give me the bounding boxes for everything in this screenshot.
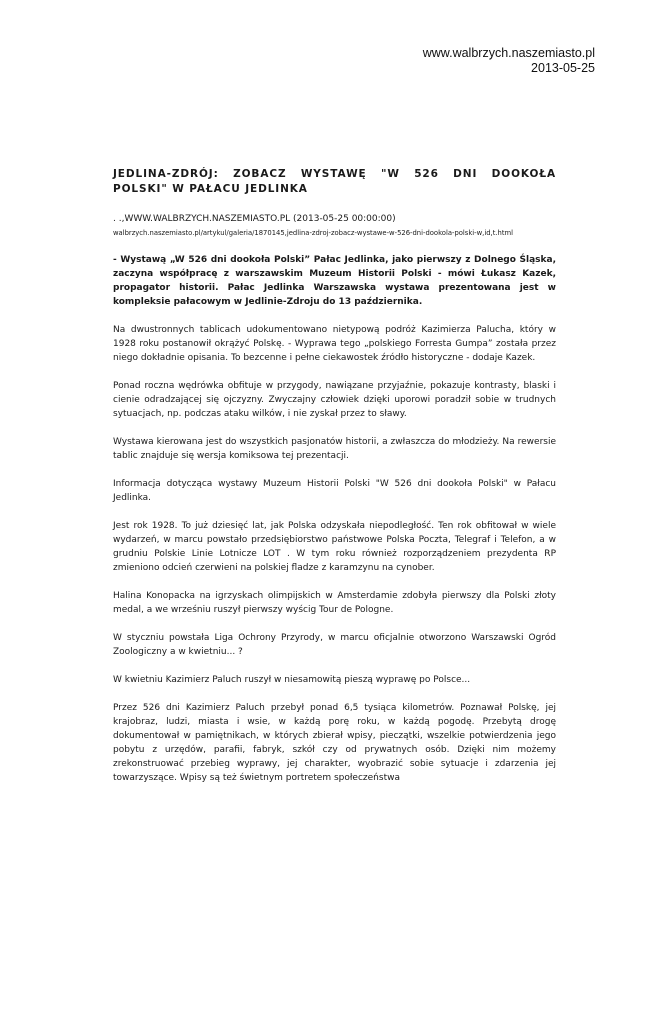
article-paragraph: Na dwustronnych tablicach udokumentowano nietypową podróż Kazimierza Palucha, który w 1928 roku postanowił okrążyć Polskę. - Wyprawa tego „polskiego Forresta Gumpa” została przez niego dokładnie opisania. To bezcenne i pełne ciekawostek źródło historyczne - dodaje Kazek. [113,325,556,363]
article-paragraph: W styczniu powstała Liga Ochrony Przyrody, w marcu oficjalnie otworzono Warszawski Ogród Zoologiczny a w kwietniu... ? [113,633,556,657]
article-paragraph: W kwietniu Kazimierz Paluch ruszył w niesamowitą pieszą wyprawę po Polsce... [113,675,471,685]
article-paragraph: Jest rok 1928. To już dziesięć lat, jak Polska odzyskała niepodległość. Ten rok obfitował w wiele wydarzeń, w marcu powstało przedsiębiorstwo państwowe Polska Poczta, Telegraf i Telefon, a w grudniu Polskie Linie Lotnicze LOT . W tym roku również rozporządzeniem prezydenta RP zmieniono odcień czerwieni na polskiej fladze z karamzynu na cynober. [113,521,556,573]
publication-date: 2013-05-25 [531,61,595,75]
article-paragraph: Wystawa kierowana jest do wszystkich pasjonatów historii, a zwłaszcza do młodzieży. Na rewersie tablic znajduje się wersja komiksowa tej prezentacji. [113,437,556,461]
page-header [423,46,595,76]
article-paragraph: Halina Konopacka na igrzyskach olimpijskich w Amsterdamie zdobyła pierwszy dla Polski złoty medal, a we wrześniu ruszył pierwszy wyścig Tour de Pologne. [113,591,556,615]
article-title: JEDLINA-ZDRÓJ: ZOBACZ WYSTAWĘ "W 526 DNI DOOKOŁA POLSKI" W PAŁACU JEDLINKA [113,168,556,195]
article-paragraph: Ponad roczna wędrówka obfituje w przygody, nawiązane przyjaźnie, pokazuje kontrasty, blaski i cienie odradzającej się ojczyzny. Zwyczajny człowiek dzięki uporowi poradził sobie w trudnych sytuacjach, np. podczas ataku wilków, i nie zyskał przez to sławy. [113,381,556,419]
article-url: walbrzych.naszemiasto.pl/artykul/galeria/1870145,jedlina-zdroj-zobacz-wystawe-w-526-dni-dookola-polski-w,id,t.html [113,229,514,237]
article-lead: - Wystawą „W 526 dni dookoła Polski” Pałac Jedlinka, jako pierwszy z Dolnego Śląska, zaczyna współpracę z warszawskim Muzeum Historii Polski - mówi Łukasz Kazek, propagator historii. Pałac Jedlinka Warszawska wystawa prezentowana jest w kompleksie pałacowym w Jedlinie-Zdroju do 13 października. [113,255,556,307]
article-paragraph: Informacja dotycząca wystawy Muzeum Historii Polski "W 526 dni dookoła Polski" w Pałacu Jedlinka. [113,479,556,503]
article [113,167,556,799]
site-name: www.walbrzych.naszemiasto.pl [422,46,595,60]
article-source: . .,WWW.WALBRZYCH.NASZEMIASTO.PL (2013-05-25 00:00:00) [113,214,396,224]
article-paragraph: Przez 526 dni Kazimierz Paluch przebył ponad 6,5 tysiąca kilometrów. Poznawał Polskę, jej krajobraz, ludzi, miasta i wsie, w każdą porę roku, w każdą pogodę. Przebytą drogę dokumentował w pamiętnikach, w których zbierał wpisy, pieczątki, wszelkie potwierdzenia jego pobytu z urzędów, parafii, fabryk, szkół czy od prywatnych osób. Dzięki nim możemy zrekonstruować przebieg wyprawy, jej charakter, wyobrazić sobie sytuacje i zdarzenia jej towarzyszące. Wpisy są też świetnym portretem społeczeństwa [113,703,556,783]
